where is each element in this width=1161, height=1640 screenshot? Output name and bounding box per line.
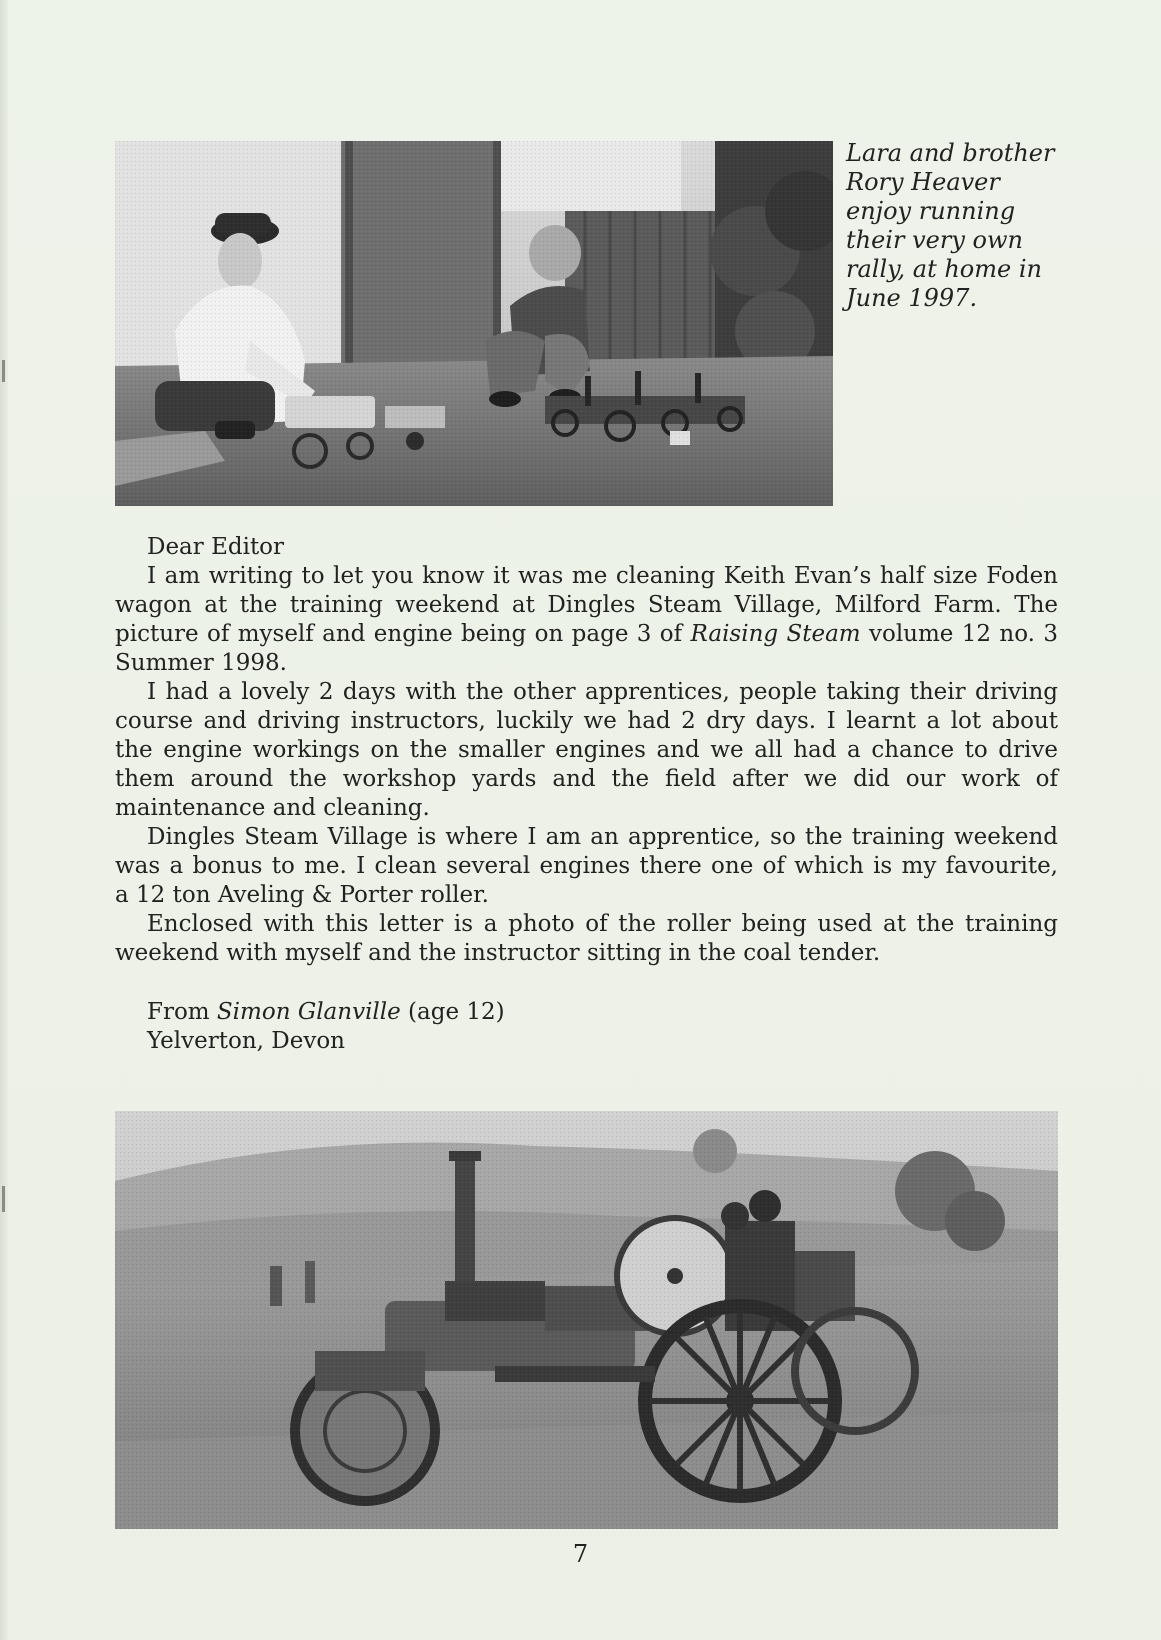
from-label: From [147, 999, 217, 1025]
letter-line: wagon at the training weekend at Dingles Steam Village, Milford Farm. The [115, 592, 1058, 618]
author-age: (age 12) [400, 999, 505, 1025]
staple-mark [2, 360, 5, 382]
caption-line: rally, at home in [846, 255, 1042, 283]
author-location: Yelverton, Devon [147, 1028, 345, 1054]
caption-line: Lara and brother [846, 139, 1055, 167]
binding-edge [0, 0, 8, 1640]
letter-line [115, 620, 1058, 649]
letter-line: I had a lovely 2 days with the other apprentices, people taking their driving [147, 679, 1058, 705]
caption-line: Rory Heaver [846, 168, 1000, 196]
letter-to-editor [115, 533, 1058, 1056]
letter-line: was a bonus to me. I clean several engines there one of which is my favourite, [115, 853, 1058, 879]
children-rally-photo-image [115, 141, 833, 506]
letter-line: weekend with myself and the instructor sitting in the coal tender. [115, 940, 881, 966]
caption-line: their very own [846, 226, 1023, 254]
letter-line: Enclosed with this letter is a photo of the roller being used at the training [147, 911, 1058, 937]
letter-line: them around the workshop yards and the field after we did our work of [115, 766, 1058, 792]
photo-caption [846, 139, 1076, 313]
children-rally-photo [115, 141, 833, 506]
magazine-title: Raising Steam [690, 621, 861, 647]
letter-greeting: Dear Editor [147, 534, 285, 560]
signature-line [147, 998, 1058, 1027]
author-name: Simon Glanville [216, 999, 401, 1025]
letter-line: Dingles Steam Village is where I am an apprentice, so the training weekend [147, 824, 1058, 850]
letter-signature [115, 998, 1058, 1056]
letter-line: course and driving instructors, luckily we had 2 dry days. I learnt a lot about [115, 708, 1058, 734]
letter-text: volume 12 no. 3 [860, 621, 1058, 647]
caption-line: enjoy running [846, 197, 1016, 225]
staple-mark [2, 1186, 5, 1212]
page-number: 7 [572, 1540, 589, 1568]
steam-roller-photo [115, 1111, 1058, 1529]
letter-line: a 12 ton Aveling & Porter roller. [115, 882, 489, 908]
steam-roller-photo-image [115, 1111, 1058, 1529]
letter-text: picture of myself and engine being on page 3 of [115, 621, 691, 647]
letter-line: the engine workings on the smaller engines and we all had a chance to drive [115, 737, 1058, 763]
letter-line: Summer 1998. [115, 650, 287, 676]
letter-line: maintenance and cleaning. [115, 795, 430, 821]
caption-line: June 1997. [846, 284, 978, 312]
letter-line: I am writing to let you know it was me cleaning Keith Evan’s half size Foden [147, 563, 1058, 589]
